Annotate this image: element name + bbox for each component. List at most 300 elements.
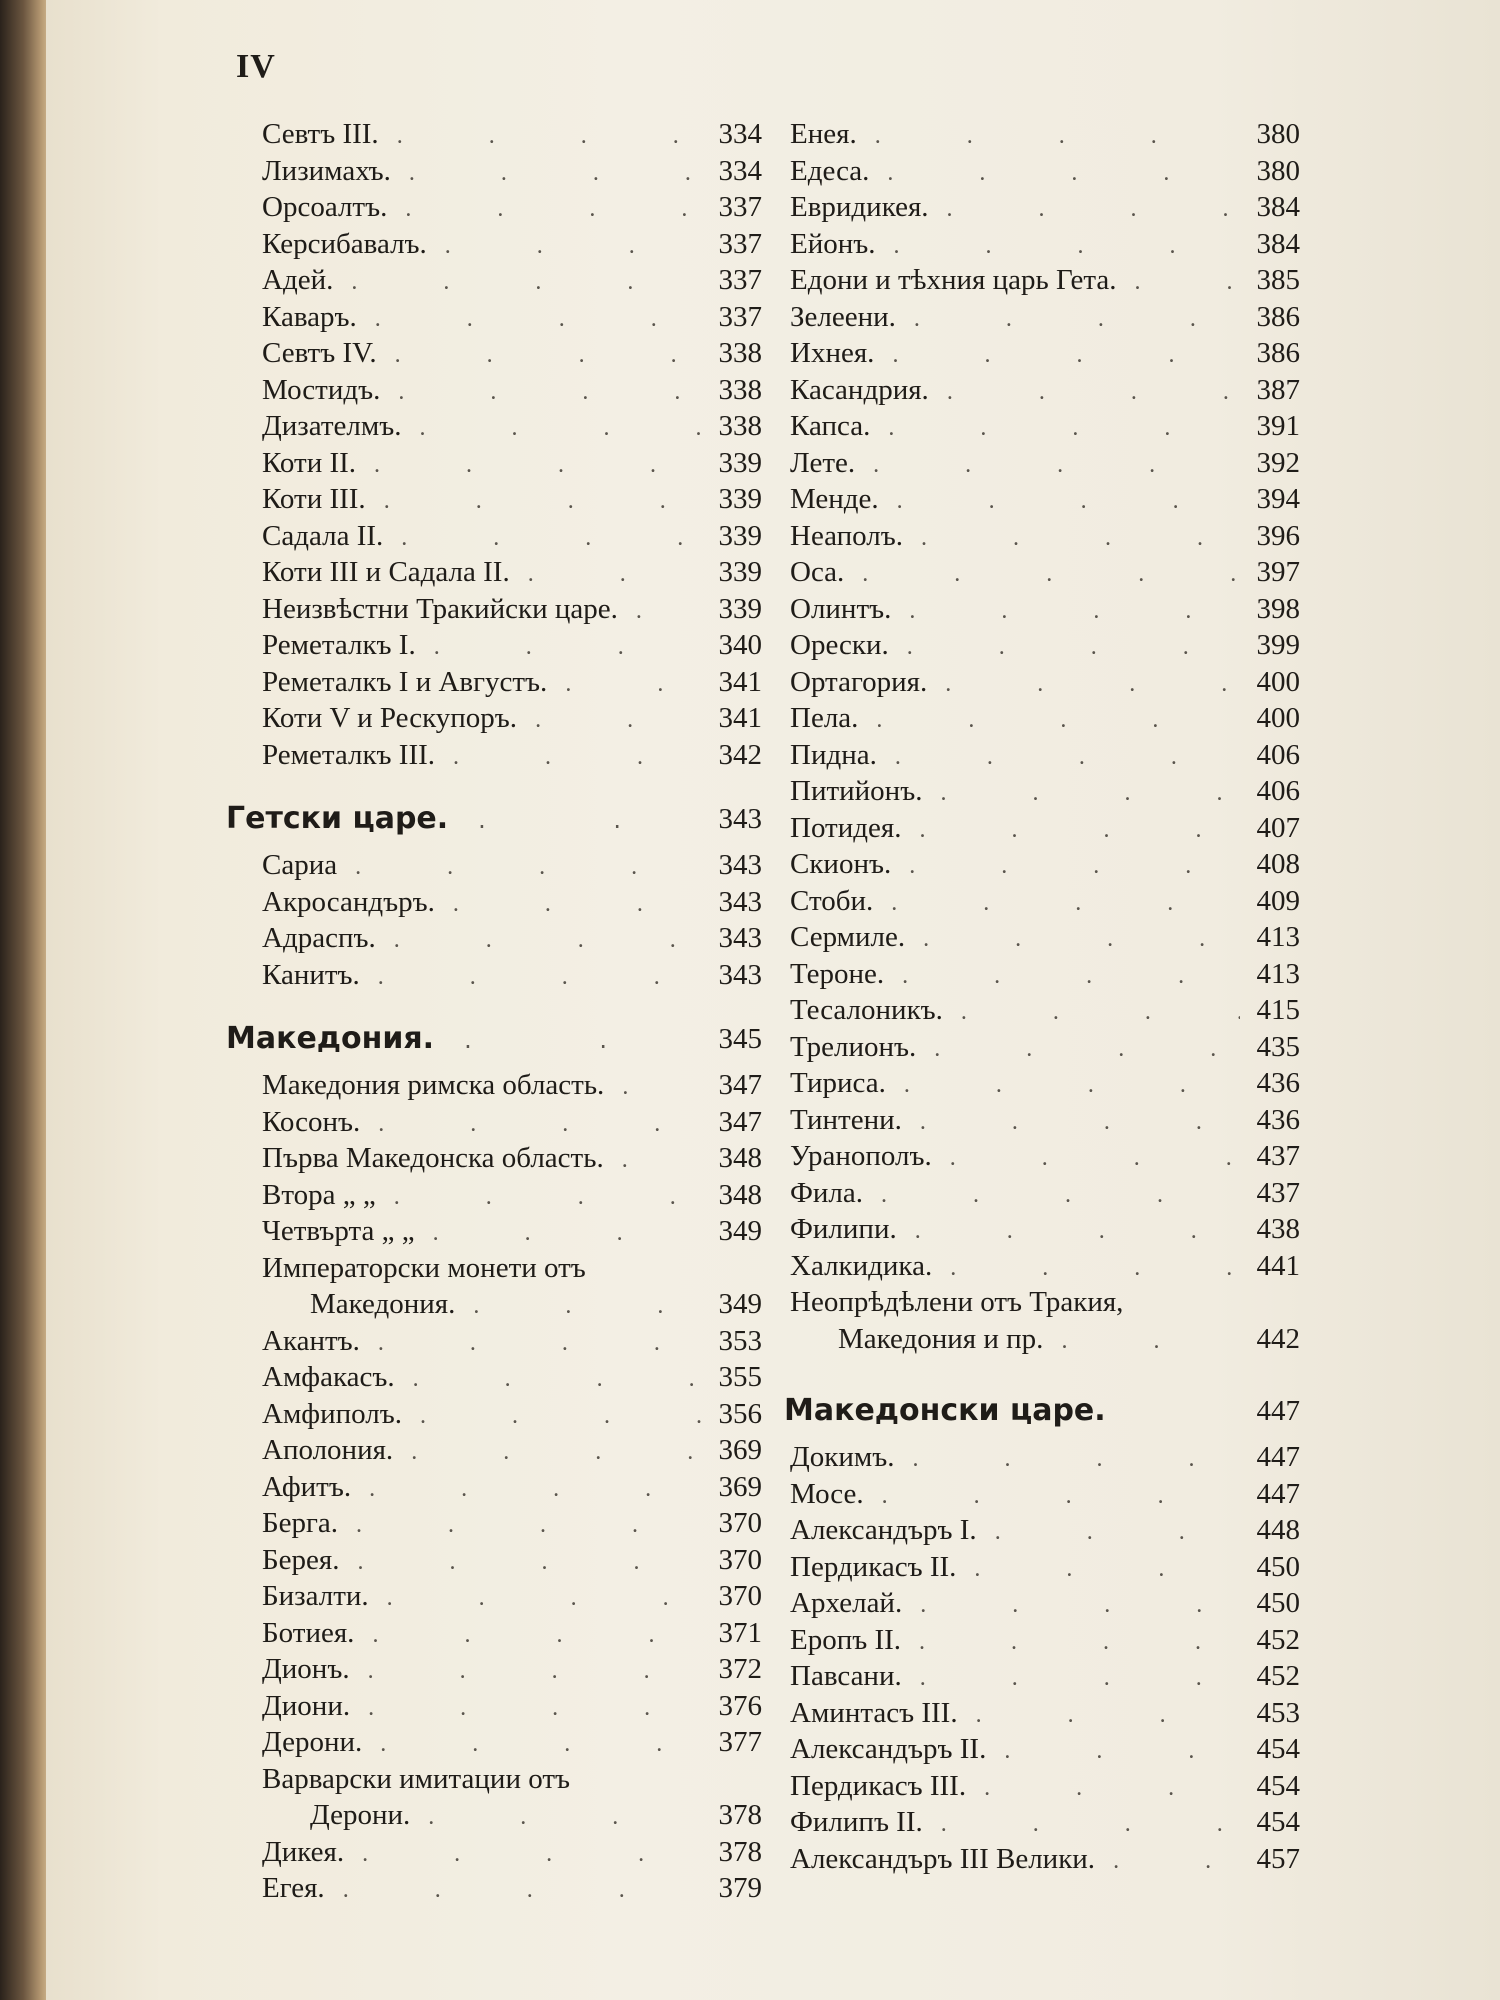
entry-title: Халкидика. bbox=[790, 1249, 933, 1282]
entry-page-number: 391 bbox=[1256, 410, 1300, 442]
entry-title: Тинтени. bbox=[790, 1103, 902, 1136]
entry-title: Орески. bbox=[790, 629, 889, 661]
entry-page-number: 387 bbox=[1256, 373, 1300, 406]
book-binding bbox=[0, 0, 52, 2000]
leader-dots bbox=[902, 1587, 1240, 1624]
entry-title: Варварски имитации отъ bbox=[262, 1762, 571, 1795]
entry-page-number: 338 bbox=[718, 373, 762, 406]
toc-entry bbox=[790, 627, 1300, 664]
leader-dots bbox=[376, 1179, 702, 1216]
entry-page-number: 407 bbox=[1256, 811, 1300, 844]
toc-entry bbox=[262, 116, 762, 153]
entry-page-number: 343 bbox=[718, 885, 762, 918]
toc-entry bbox=[790, 189, 1300, 226]
entry-page-number: 415 bbox=[1256, 994, 1300, 1026]
entry-title: Зелеени. bbox=[790, 300, 896, 333]
toc-entry bbox=[262, 847, 762, 884]
entry-title: Македония. bbox=[310, 1288, 456, 1320]
entry-title: Скионъ. bbox=[790, 848, 892, 880]
leader-dots bbox=[379, 118, 702, 155]
entry-page-number: 348 bbox=[718, 1178, 762, 1211]
entry-title: Оса. bbox=[790, 556, 845, 588]
entry-title: Акантъ. bbox=[262, 1324, 360, 1357]
entry-page-number: 413 bbox=[1256, 921, 1300, 953]
leader-dots bbox=[377, 337, 702, 374]
kings-entries bbox=[790, 1439, 1300, 1877]
leader-dots bbox=[958, 1697, 1240, 1734]
toc-entry bbox=[262, 445, 762, 482]
section-heading-macedonia bbox=[226, 1015, 762, 1063]
entry-page-number: 356 bbox=[718, 1397, 762, 1430]
toc-entry bbox=[262, 481, 762, 518]
section-page: 447 bbox=[1256, 1395, 1300, 1427]
entry-page-number: 371 bbox=[718, 1616, 762, 1649]
entry-page-number: 447 bbox=[1256, 1477, 1300, 1510]
entry-page-number: 348 bbox=[718, 1142, 762, 1174]
entry-title: Диони. bbox=[262, 1689, 351, 1722]
entry-title: Бизалти. bbox=[262, 1580, 369, 1612]
leader-dots bbox=[415, 1215, 702, 1252]
toc-entry bbox=[790, 1065, 1300, 1102]
entry-title: Ейонъ. bbox=[790, 227, 876, 260]
toc-entry bbox=[262, 1286, 762, 1323]
entry-title: Реметалкъ III. bbox=[262, 738, 436, 771]
entry-title: Дионъ. bbox=[262, 1653, 350, 1685]
leader-dots bbox=[927, 666, 1240, 703]
leader-dots bbox=[360, 1325, 702, 1362]
entry-title: Косонъ. bbox=[262, 1105, 361, 1138]
entry-title: Фила. bbox=[790, 1176, 864, 1209]
entry-title: Берея. bbox=[262, 1543, 340, 1576]
leader-dots bbox=[325, 1872, 702, 1909]
entry-page-number: 340 bbox=[718, 629, 762, 661]
entry-title: Павсани. bbox=[790, 1660, 902, 1692]
getae-entries bbox=[262, 847, 762, 993]
entry-title: Неизвѣстни Тракийски царе. bbox=[262, 592, 618, 625]
toc-entry bbox=[262, 518, 762, 555]
toc-entry bbox=[790, 408, 1300, 445]
entry-title: Лизимахъ. bbox=[262, 154, 391, 187]
toc-entry bbox=[262, 1761, 762, 1798]
entry-page-number: 450 bbox=[1256, 1587, 1300, 1619]
entry-title: Севтъ III. bbox=[262, 118, 379, 150]
leader-dots bbox=[896, 301, 1240, 338]
entry-page-number: 341 bbox=[718, 702, 762, 734]
entry-title: Касандрия. bbox=[790, 373, 929, 406]
leader-dots bbox=[369, 1580, 702, 1617]
toc-entry bbox=[262, 884, 762, 921]
entry-title: Афитъ. bbox=[262, 1470, 352, 1503]
entry-title: Уранополъ. bbox=[790, 1140, 932, 1172]
leader-dots bbox=[1043, 1323, 1240, 1360]
leader-dots bbox=[864, 1478, 1240, 1515]
section-title: Македония. bbox=[226, 1021, 435, 1056]
entry-page-number: 339 bbox=[718, 519, 762, 552]
leader-dots bbox=[902, 1660, 1240, 1697]
toc-entry bbox=[262, 1323, 762, 1360]
leader-dots bbox=[855, 447, 1240, 484]
leader-dots bbox=[863, 1177, 1240, 1214]
leader-dots bbox=[391, 155, 702, 192]
leader-dots bbox=[376, 922, 702, 959]
entry-page-number: 436 bbox=[1256, 1067, 1300, 1099]
entry-title: Акросандъръ. bbox=[262, 885, 435, 918]
entry-title: Едеса. bbox=[790, 154, 870, 187]
entry-title: Стоби. bbox=[790, 884, 874, 917]
leader-dots bbox=[448, 796, 718, 844]
entry-page-number: 437 bbox=[1256, 1176, 1300, 1209]
entry-title: Адей. bbox=[262, 264, 334, 296]
entry-page-number: 349 bbox=[718, 1215, 762, 1247]
leader-dots bbox=[929, 191, 1240, 228]
entry-title: Македония и пр. bbox=[838, 1322, 1044, 1355]
right-entries-top bbox=[790, 116, 1300, 1357]
leader-dots bbox=[922, 775, 1240, 812]
entry-title: Реметалкъ I и Августъ. bbox=[262, 665, 548, 698]
leader-dots bbox=[903, 520, 1240, 557]
leader-dots bbox=[844, 556, 1240, 593]
leader-dots bbox=[986, 1733, 1240, 1770]
section-title: Гетски царе. bbox=[226, 801, 449, 836]
leader-dots bbox=[360, 1106, 702, 1143]
entry-page-number: 353 bbox=[718, 1324, 762, 1357]
entry-page-number: 435 bbox=[1256, 1030, 1300, 1063]
toc-entry bbox=[790, 116, 1300, 153]
entry-title: Аминтасъ III. bbox=[790, 1696, 958, 1729]
toc-entry bbox=[262, 1724, 762, 1761]
entry-page-number: 370 bbox=[718, 1580, 762, 1612]
entry-title: Каваръ. bbox=[262, 300, 357, 333]
toc-entry bbox=[790, 1321, 1300, 1358]
entry-title: Тероне. bbox=[790, 957, 885, 990]
leader-dots bbox=[870, 410, 1240, 447]
entry-title: Императорски монети отъ bbox=[262, 1251, 586, 1284]
leader-dots bbox=[395, 1361, 702, 1398]
section-page: 343 bbox=[718, 803, 762, 835]
leader-dots bbox=[434, 1016, 718, 1064]
macedonia-entries bbox=[262, 1067, 762, 1907]
toc-entry bbox=[790, 1476, 1300, 1513]
leader-dots bbox=[604, 1142, 702, 1179]
toc-entry bbox=[790, 335, 1300, 372]
entry-title: Филипъ II. bbox=[790, 1806, 923, 1838]
entry-page-number: 379 bbox=[718, 1872, 762, 1904]
toc-entry bbox=[262, 408, 762, 445]
entry-page-number: 378 bbox=[718, 1799, 762, 1831]
entry-title: Орсоалтъ. bbox=[262, 191, 388, 223]
leader-dots bbox=[435, 886, 702, 923]
leader-dots bbox=[604, 1069, 702, 1106]
entry-title: Коти III. bbox=[262, 483, 366, 515]
entry-title: Дикея. bbox=[262, 1835, 345, 1868]
toc-entry bbox=[790, 1211, 1300, 1248]
toc-entry bbox=[262, 1213, 762, 1250]
entry-title: Пердикасъ III. bbox=[790, 1769, 967, 1802]
leader-dots bbox=[435, 739, 702, 776]
toc-entry bbox=[262, 554, 762, 591]
entry-page-number: 452 bbox=[1256, 1623, 1300, 1656]
toc-entry bbox=[262, 1140, 762, 1177]
leader-dots bbox=[618, 593, 702, 630]
entry-title: Александъръ II. bbox=[790, 1733, 987, 1765]
page-number: IV bbox=[236, 48, 276, 85]
entry-page-number: 337 bbox=[718, 300, 762, 333]
entry-title: Лете. bbox=[790, 446, 856, 479]
leader-dots bbox=[884, 958, 1240, 995]
leader-dots bbox=[901, 812, 1240, 849]
entry-title: Садала II. bbox=[262, 519, 384, 552]
leader-dots bbox=[393, 1434, 702, 1471]
entry-page-number: 370 bbox=[718, 1543, 762, 1576]
toc-entry bbox=[262, 1651, 762, 1688]
entry-title: Ортагория. bbox=[790, 665, 928, 698]
entry-title: Тесалоникъ. bbox=[790, 994, 943, 1026]
entry-page-number: 339 bbox=[718, 592, 762, 625]
toc-entry bbox=[790, 1658, 1300, 1695]
entry-title: Капса. bbox=[790, 410, 871, 442]
toc-entry bbox=[262, 1870, 762, 1907]
entry-page-number: 337 bbox=[718, 227, 762, 260]
entry-title: Филипи. bbox=[790, 1213, 897, 1245]
leader-dots bbox=[427, 228, 702, 265]
toc-entry bbox=[262, 226, 762, 263]
toc-entry bbox=[790, 1549, 1300, 1586]
entry-page-number: 450 bbox=[1256, 1550, 1300, 1583]
toc-entry bbox=[790, 1029, 1300, 1066]
entry-title: Егея. bbox=[262, 1872, 325, 1904]
entry-title: Едони и тѣхния царь Гета. bbox=[790, 264, 1117, 296]
leader-dots bbox=[956, 1551, 1240, 1588]
entry-title: Питийонъ. bbox=[790, 775, 923, 807]
toc-entry bbox=[790, 481, 1300, 518]
toc-entry bbox=[262, 1396, 762, 1433]
toc-entry bbox=[790, 153, 1300, 190]
entry-title: Амфакасъ. bbox=[262, 1361, 395, 1393]
toc-entry bbox=[790, 1695, 1300, 1732]
entry-page-number: 453 bbox=[1256, 1696, 1300, 1729]
leader-dots bbox=[897, 1213, 1240, 1250]
leader-dots bbox=[416, 629, 702, 666]
toc-entry bbox=[262, 1177, 762, 1214]
leader-dots bbox=[333, 264, 702, 301]
toc-entry bbox=[790, 810, 1300, 847]
entry-page-number: 355 bbox=[718, 1361, 762, 1393]
toc-entry bbox=[790, 518, 1300, 555]
entry-title: Сермиле. bbox=[790, 921, 906, 953]
leader-dots bbox=[350, 1690, 702, 1727]
toc-entry bbox=[790, 1512, 1300, 1549]
toc-entry bbox=[790, 1439, 1300, 1476]
entry-title: Докимъ. bbox=[790, 1441, 895, 1473]
entry-page-number: 334 bbox=[718, 118, 762, 150]
section-page: 345 bbox=[718, 1023, 762, 1055]
entry-page-number: 454 bbox=[1256, 1769, 1300, 1802]
entry-page-number: 400 bbox=[1256, 665, 1300, 698]
toc-entry bbox=[262, 737, 762, 774]
leader-dots bbox=[923, 1806, 1240, 1843]
toc-entry bbox=[790, 591, 1300, 628]
entry-title: Александъръ I. bbox=[790, 1514, 977, 1546]
entry-title: Дерони. bbox=[310, 1799, 411, 1831]
entry-page-number: 457 bbox=[1256, 1842, 1300, 1875]
entry-page-number: 378 bbox=[718, 1835, 762, 1868]
entry-title: Реметалкъ I. bbox=[262, 629, 416, 661]
entry-page-number: 341 bbox=[718, 665, 762, 698]
entry-title: Дерони. bbox=[262, 1726, 363, 1758]
toc-entry bbox=[262, 1432, 762, 1469]
leader-dots bbox=[402, 1398, 702, 1435]
entry-page-number: 438 bbox=[1256, 1213, 1300, 1245]
entry-title: Ихнея. bbox=[790, 337, 875, 369]
entry-title: Втора „ „ bbox=[262, 1178, 376, 1211]
entry-title: Пердикасъ II. bbox=[790, 1550, 957, 1583]
section-title: Македонски царе. bbox=[784, 1393, 1106, 1428]
entry-page-number: 377 bbox=[718, 1726, 762, 1758]
toc-entry bbox=[262, 372, 762, 409]
entry-title: Берга. bbox=[262, 1507, 339, 1539]
leader-dots bbox=[337, 849, 702, 886]
leader-dots bbox=[360, 959, 702, 996]
toc-entry bbox=[790, 992, 1300, 1029]
leader-dots bbox=[857, 118, 1240, 155]
entry-page-number: 347 bbox=[718, 1105, 762, 1138]
entry-page-number: 380 bbox=[1256, 154, 1300, 187]
toc-entry bbox=[262, 664, 762, 701]
leader-dots bbox=[517, 702, 702, 739]
toc-entry bbox=[790, 226, 1300, 263]
toc-entry bbox=[262, 1688, 762, 1725]
entry-page-number: 384 bbox=[1256, 227, 1300, 260]
entry-page-number: 397 bbox=[1256, 556, 1300, 588]
toc-entry bbox=[790, 846, 1300, 883]
entry-page-number: 339 bbox=[718, 446, 762, 479]
entry-title: Олинтъ. bbox=[790, 592, 892, 625]
entry-page-number: 369 bbox=[718, 1470, 762, 1503]
entry-page-number: 384 bbox=[1256, 191, 1300, 223]
entry-title: Канитъ. bbox=[262, 958, 360, 991]
entry-title: Керсибавалъ. bbox=[262, 227, 427, 260]
entry-title: Пидна. bbox=[790, 738, 877, 771]
leader-dots bbox=[873, 885, 1240, 922]
entry-title: Четвърта „ „ bbox=[262, 1215, 415, 1247]
entry-title: Евридикея. bbox=[790, 191, 929, 223]
leader-dots bbox=[932, 1140, 1240, 1177]
entry-title: Аполония. bbox=[262, 1434, 394, 1466]
entry-page-number: 339 bbox=[718, 483, 762, 515]
toc-entry bbox=[790, 1768, 1300, 1805]
leader-dots bbox=[891, 593, 1240, 630]
entry-page-number: 349 bbox=[718, 1288, 762, 1320]
entry-title: Коти V и Рескупоръ. bbox=[262, 702, 518, 734]
toc-entry bbox=[790, 1102, 1300, 1139]
leader-dots bbox=[929, 374, 1240, 411]
entry-title: Коти III и Садала II. bbox=[262, 556, 510, 588]
entry-title: Пела. bbox=[790, 702, 859, 734]
leader-dots bbox=[977, 1514, 1240, 1551]
entry-page-number: 406 bbox=[1256, 738, 1300, 771]
entry-page-number: 369 bbox=[718, 1434, 762, 1466]
entry-page-number: 442 bbox=[1256, 1322, 1300, 1355]
toc-entry bbox=[262, 335, 762, 372]
entry-page-number: 338 bbox=[718, 337, 762, 369]
leader-dots bbox=[350, 1653, 702, 1690]
toc-entry bbox=[790, 1841, 1300, 1878]
leader-dots bbox=[351, 1471, 702, 1508]
leader-dots bbox=[966, 1770, 1240, 1807]
leader-dots bbox=[877, 739, 1240, 776]
entry-page-number: 343 bbox=[718, 922, 762, 954]
leader-dots bbox=[869, 155, 1240, 192]
leader-dots bbox=[387, 191, 702, 228]
leader-dots bbox=[366, 483, 702, 520]
entry-page-number: 452 bbox=[1256, 1660, 1300, 1692]
entry-title: Първа Македонска область. bbox=[262, 1142, 604, 1174]
entry-page-number: 338 bbox=[718, 410, 762, 442]
entry-page-number: 447 bbox=[1256, 1441, 1300, 1473]
leader-dots bbox=[354, 1617, 702, 1654]
section-heading-macedonian-kings bbox=[784, 1387, 1300, 1435]
entry-page-number: 386 bbox=[1256, 337, 1300, 369]
entry-page-number: 394 bbox=[1256, 483, 1300, 515]
toc-entry bbox=[790, 883, 1300, 920]
entry-title: Енея. bbox=[790, 118, 857, 150]
entry-title: Архелай. bbox=[790, 1587, 903, 1619]
toc-entry bbox=[790, 372, 1300, 409]
toc-entry bbox=[790, 1248, 1300, 1285]
leader-dots bbox=[380, 374, 702, 411]
toc-entry bbox=[262, 627, 762, 664]
toc-entry bbox=[262, 1505, 762, 1542]
entry-page-number: 408 bbox=[1256, 848, 1300, 880]
toc-entry bbox=[262, 700, 762, 737]
leader-dots bbox=[858, 702, 1240, 739]
leader-dots bbox=[902, 1104, 1240, 1141]
leader-dots bbox=[891, 848, 1240, 885]
leader-dots bbox=[889, 629, 1240, 666]
entry-page-number: 339 bbox=[718, 556, 762, 588]
toc-entry bbox=[790, 1585, 1300, 1622]
leader-dots bbox=[876, 228, 1241, 265]
toc-entry bbox=[790, 700, 1300, 737]
entry-page-number: 337 bbox=[718, 264, 762, 296]
toc-entry bbox=[790, 554, 1300, 591]
leader-dots bbox=[356, 447, 702, 484]
entry-page-number: 343 bbox=[718, 958, 762, 991]
toc-entry bbox=[262, 1104, 762, 1141]
entry-page-number: 337 bbox=[718, 191, 762, 223]
toc-entry bbox=[262, 1359, 762, 1396]
leader-dots bbox=[901, 1624, 1240, 1661]
entry-page-number: 398 bbox=[1256, 592, 1300, 625]
leader-dots bbox=[905, 921, 1240, 958]
toc-entry bbox=[790, 737, 1300, 774]
leader-dots bbox=[547, 666, 702, 703]
entry-page-number: 399 bbox=[1256, 629, 1300, 661]
toc-entry bbox=[262, 1542, 762, 1579]
entry-title: Мосе. bbox=[790, 1477, 864, 1510]
entry-page-number: 386 bbox=[1256, 300, 1300, 333]
leader-dots bbox=[362, 1726, 702, 1763]
left-column bbox=[226, 116, 762, 1907]
entry-title: Еропъ II. bbox=[790, 1623, 902, 1656]
toc-entry bbox=[790, 445, 1300, 482]
entry-title: Тириса. bbox=[790, 1067, 886, 1099]
toc-entry bbox=[790, 1804, 1300, 1841]
toc-entry bbox=[262, 1067, 762, 1104]
entry-title: Мостидъ. bbox=[262, 373, 381, 406]
section-heading-getae bbox=[226, 795, 762, 843]
toc-entry bbox=[262, 1834, 762, 1871]
